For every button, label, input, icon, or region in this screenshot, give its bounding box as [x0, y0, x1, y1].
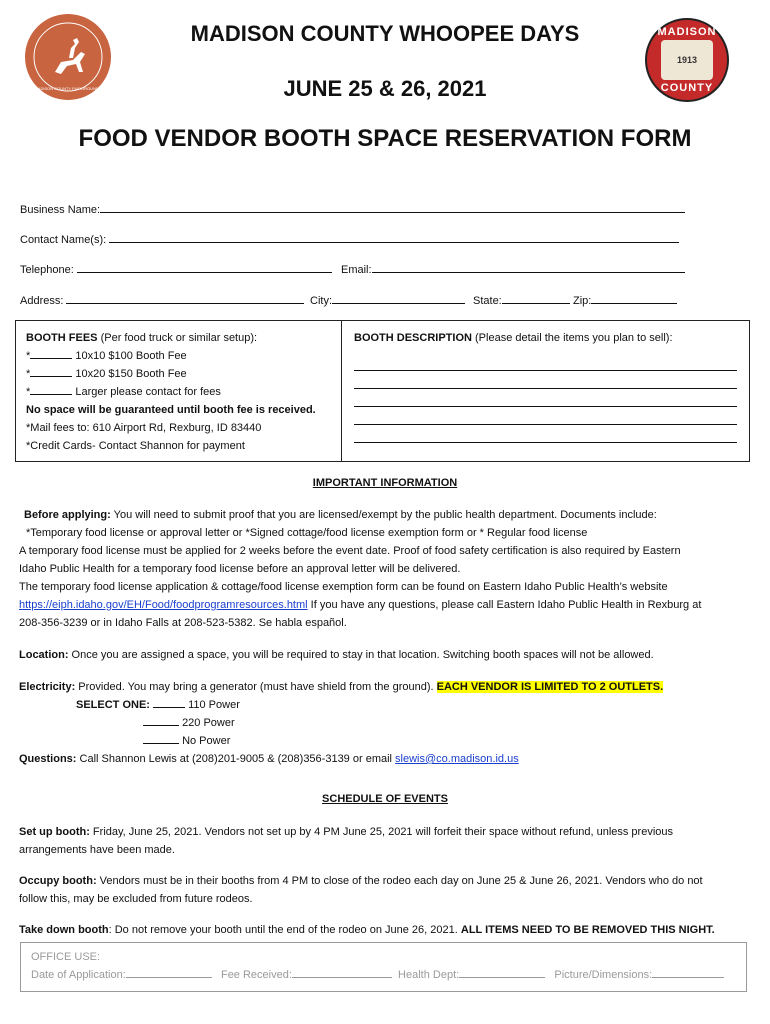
location-label: Location: [19, 649, 69, 661]
temp-license-text-2: Idaho Public Health for a temporary food license before an approval letter will be delivered. [19, 563, 461, 575]
zip-blank[interactable] [591, 292, 677, 304]
picture-dimensions-blank[interactable] [652, 966, 724, 978]
location-text: Once you are assigned a space, you will be required to stay in that location. Switching booth spaces will not be allowed. [68, 649, 654, 661]
date-of-application-blank[interactable] [126, 966, 212, 978]
fee-blank[interactable] [30, 347, 72, 359]
fee-option-label: 10x20 $150 Booth Fee [75, 368, 187, 380]
booth-fees-box [15, 320, 342, 462]
address-blank[interactable] [66, 292, 304, 304]
email-label: Email: [341, 264, 372, 276]
electricity-paragraph: Electricity: Provided. You may bring a generator (must have shield from the ground). EACH VENDOR IS LIMITED TO 2 OUTLETS. SELECT ONE: 110 Power 220 Power No Power Questions: Call Shannon Lewis at (208)201-9005 & (208)356-3139 or email slewis@co.madison.id.us [19, 681, 664, 765]
telephone-field[interactable] [20, 261, 332, 276]
picture-dimensions-label: Picture/Dimensions: [554, 969, 653, 981]
contact-email-link[interactable]: slewis@co.madison.id.us [395, 753, 519, 765]
setup-text-2: arrangements have been made. [19, 844, 175, 856]
occupy-paragraph [19, 872, 754, 908]
description-line[interactable] [354, 353, 737, 371]
fee-option-label: 10x10 $100 Booth Fee [75, 350, 187, 362]
email-field[interactable] [341, 261, 685, 276]
electricity-text: Provided. You may bring a generator (must have shield from the ground). [75, 681, 437, 693]
address-field[interactable] [20, 292, 304, 307]
occupy-label: Occupy booth: [19, 875, 97, 887]
zip-label: Zip: [573, 295, 592, 307]
phone-numbers-text: 208-356-3239 or in Idaho Falls at 208-523-5382. Se habla español. [19, 617, 347, 629]
city-label: City: [310, 295, 332, 307]
logo-text-county: COUNTY [660, 82, 714, 94]
logo-text-madison: MADISON [657, 26, 717, 38]
booth-description-box [341, 320, 750, 462]
setup-label: Set up booth: [19, 826, 90, 838]
fee-blank[interactable] [30, 365, 72, 377]
power-option-none: No Power [182, 735, 231, 747]
takedown-text: : Do not remove your booth until the end of the rodeo on June 26, 2021. [108, 924, 461, 936]
power-blank[interactable] [143, 732, 179, 744]
mail-fees-text: *Mail fees to: 610 Airport Rd, Rexburg, ID 83440 [26, 422, 262, 434]
business-name-label: Business Name: [20, 204, 101, 216]
state-blank[interactable] [502, 292, 570, 304]
state-field[interactable] [473, 292, 570, 307]
description-line[interactable] [354, 407, 737, 425]
website-text: The temporary food license application & cottage/food license exemption form can be found on Eastern Idaho Public Health’s website [19, 581, 668, 593]
address-label: Address: [20, 295, 64, 307]
telephone-label: Telephone: [20, 264, 74, 276]
fee-option-label: Larger please contact for fees [75, 386, 221, 398]
fee-received-blank[interactable] [292, 966, 392, 978]
before-applying-text: You will need to submit proof that you are licensed/exempt by the public health department. Documents include: [113, 509, 657, 521]
questions-eiph-text: If you have any questions, please call Eastern Idaho Public Health in Rexburg at [307, 599, 702, 611]
office-use-heading: OFFICE USE: [31, 951, 101, 963]
eiph-website-link[interactable]: https://eiph.idaho.gov/EH/Food/foodprogramresources.html [19, 599, 308, 611]
booth-description-note: (Please detail the items you plan to sell): [475, 332, 673, 344]
zip-field[interactable] [573, 292, 677, 307]
power-blank[interactable] [143, 714, 179, 726]
booth-description-heading [354, 329, 749, 347]
business-name-field[interactable] [20, 201, 685, 216]
power-blank[interactable] [153, 696, 185, 708]
office-use-box [20, 942, 747, 992]
schedule-heading: SCHEDULE OF EVENTS [322, 793, 448, 805]
important-info-heading: IMPORTANT INFORMATION [312, 477, 458, 489]
fee-received-label: Fee Received: [220, 969, 292, 981]
description-line[interactable] [354, 425, 737, 443]
setup-paragraph [19, 823, 754, 859]
documents-list: *Temporary food license or approval letter or *Signed cottage/food license exemption form or * Regular food license [26, 527, 588, 539]
fee-option-larger[interactable]: * Larger please contact for fees [26, 383, 341, 401]
location-paragraph [19, 646, 754, 664]
occupy-text: Vendors must be in their booths from 4 PM to close of the rodeo each day on June 25 & June 26, 2021. Vendors who do not [96, 875, 703, 887]
email-blank[interactable] [372, 261, 685, 273]
booth-fees-heading [26, 329, 341, 347]
credit-cards-text: *Credit Cards- Contact Shannon for payment [26, 440, 245, 452]
state-label: State: [473, 295, 502, 307]
booth-description-title: BOOTH DESCRIPTION [354, 332, 472, 344]
city-blank[interactable] [332, 292, 465, 304]
fee-option-10x20[interactable]: * 10x20 $150 Booth Fee [26, 365, 341, 383]
booth-fees-title: BOOTH FEES [26, 332, 98, 344]
event-title: MADISON COUNTY WHOOPEE DAYS [190, 21, 580, 46]
electricity-label: Electricity: [19, 681, 76, 693]
health-dept-label: Health Dept: [398, 969, 460, 981]
before-applying-label: Before applying: [24, 509, 111, 521]
left-logo-text: MADISON COUNTY FAIRGROUNDS [34, 86, 102, 91]
questions-label: Questions: [19, 753, 77, 765]
contact-names-field[interactable] [20, 231, 679, 246]
setup-text: Friday, June 25, 2021. Vendors not set up by 4 PM June 25, 2021 will forfeit their space without refund, unless previous [89, 826, 674, 838]
takedown-warning: ALL ITEMS NEED TO BE REMOVED THIS NIGHT. [460, 924, 715, 936]
fee-warning: No space will be guaranteed until booth fee is received. [26, 404, 316, 416]
business-name-blank[interactable] [100, 201, 685, 213]
important-info-body [19, 506, 754, 632]
questions-text: Call Shannon Lewis at (208)201-9005 & (208)356-3139 or email [76, 753, 396, 765]
power-option-220: 220 Power [182, 717, 235, 729]
temp-license-text: A temporary food license must be applied for 2 weeks before the event date. Proof of food safety certification is also required by Eastern [19, 545, 681, 557]
form-title: FOOD VENDOR BOOTH SPACE RESERVATION FORM [78, 125, 692, 152]
health-dept-blank[interactable] [459, 966, 545, 978]
occupy-text-2: follow this, may be excluded from future rodeos. [19, 893, 253, 905]
booth-fees-note: (Per food truck or similar setup): [100, 332, 258, 344]
outlet-limit-highlight: EACH VENDOR IS LIMITED TO 2 OUTLETS. [436, 681, 664, 693]
event-dates: JUNE 25 & 26, 2021 [283, 76, 487, 101]
fee-option-10x10[interactable]: * 10x10 $100 Booth Fee [26, 347, 341, 365]
logo-year: 1913 [676, 55, 698, 65]
description-line[interactable] [354, 389, 737, 407]
city-field[interactable] [310, 292, 465, 307]
description-line[interactable] [354, 371, 737, 389]
contact-names-label: Contact Name(s): [20, 234, 107, 246]
contact-names-blank[interactable] [109, 231, 679, 243]
telephone-blank[interactable] [77, 261, 332, 273]
takedown-label: Take down booth [19, 924, 109, 936]
takedown-paragraph [19, 921, 754, 939]
fee-blank[interactable] [30, 383, 72, 395]
power-option-110: 110 Power [188, 699, 240, 711]
select-one-label: SELECT ONE [76, 699, 147, 711]
date-of-application-label: Date of Application: [31, 969, 126, 981]
